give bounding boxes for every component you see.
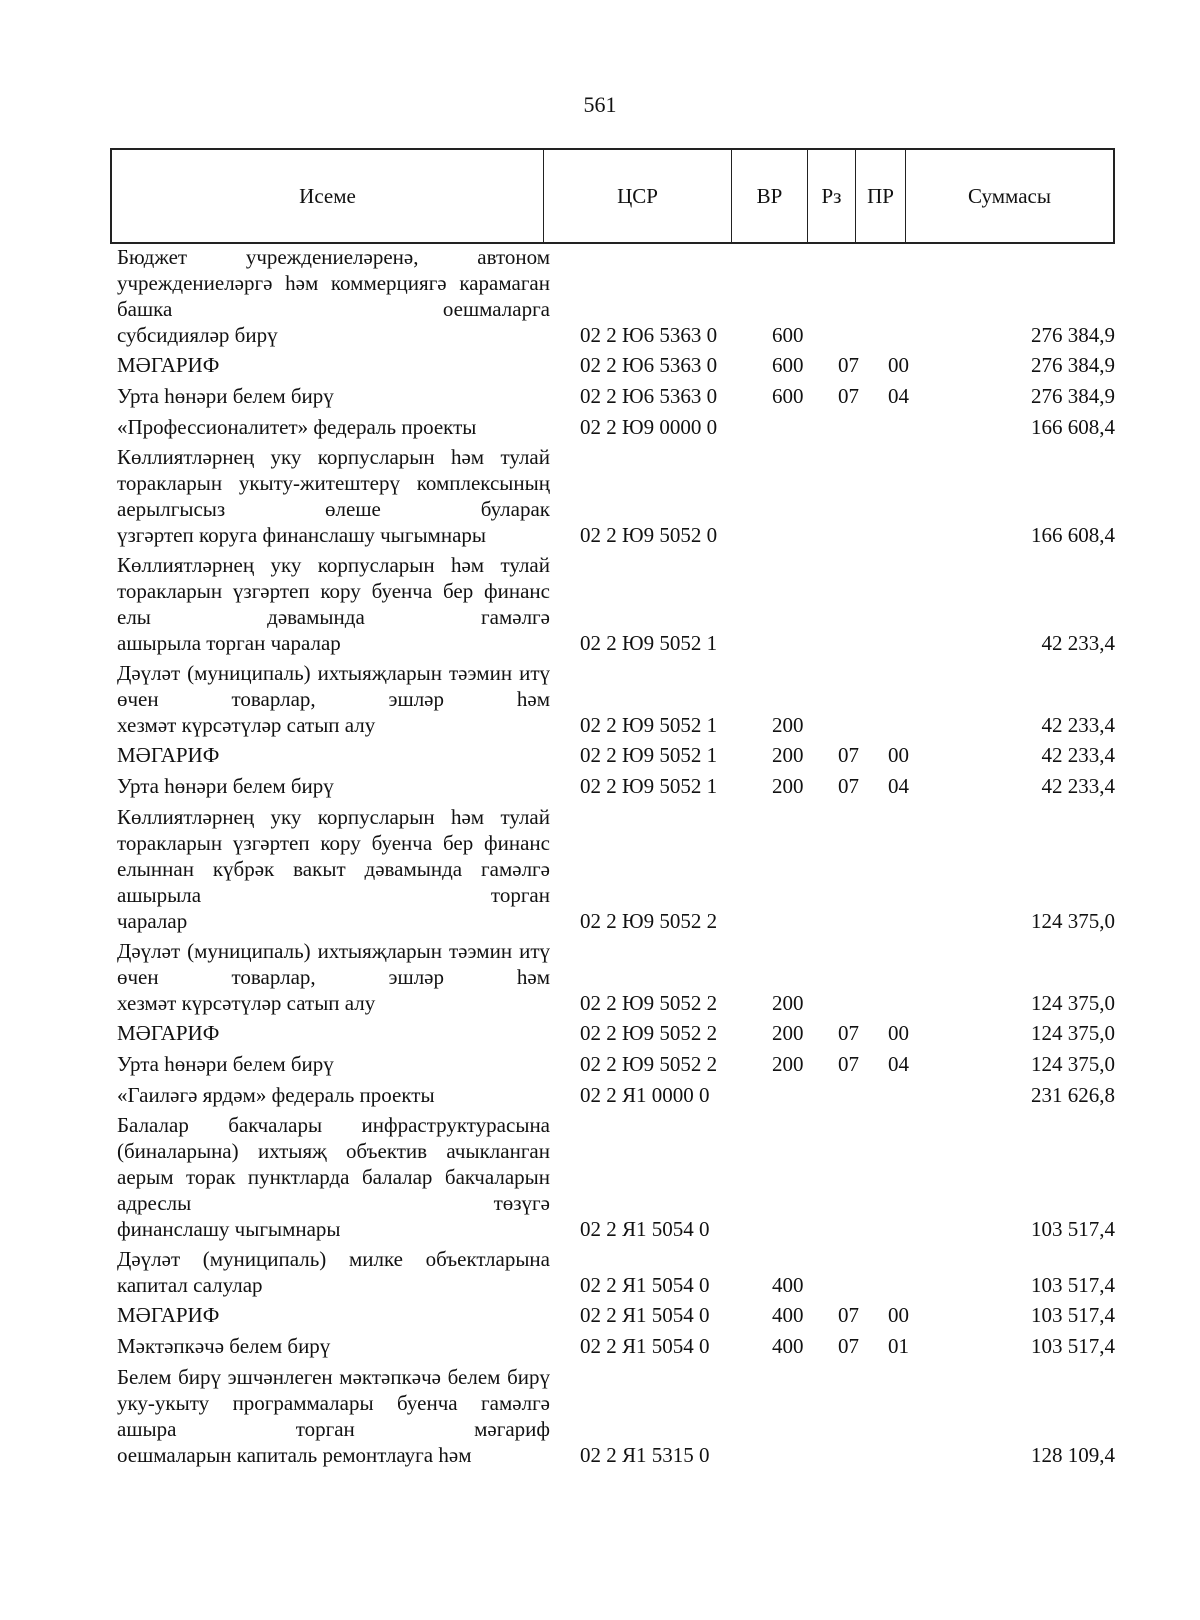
table-row bbox=[0, 938, 1200, 1016]
row-name: МӘГАРИФ bbox=[117, 743, 220, 767]
row-csr: 02 2 Ю9 5052 1 bbox=[580, 631, 718, 655]
row-rz: 07 bbox=[838, 384, 859, 408]
header-rz: Рз bbox=[808, 150, 856, 242]
table-row bbox=[0, 1020, 1200, 1046]
row-csr: 02 2 Я1 5054 0 bbox=[580, 1273, 710, 1297]
row-rz: 07 bbox=[838, 1303, 859, 1327]
row-pr: 04 bbox=[888, 774, 909, 798]
row-rz: 07 bbox=[838, 1052, 859, 1076]
row-name: МӘГАРИФ bbox=[117, 353, 220, 377]
row-sum: 42 233,4 bbox=[1041, 631, 1115, 655]
row-pr: 04 bbox=[888, 384, 909, 408]
table-row bbox=[0, 742, 1200, 768]
row-csr: 02 2 Я1 0000 0 bbox=[580, 1083, 710, 1107]
row-pr: 00 bbox=[888, 743, 909, 767]
row-vr: 200 bbox=[772, 1052, 804, 1076]
row-name: Урта һөнәри белем бирү bbox=[117, 774, 334, 798]
table-row bbox=[0, 1364, 1200, 1468]
row-pr: 00 bbox=[888, 353, 909, 377]
row-sum: 276 384,9 bbox=[1031, 353, 1115, 377]
row-sum: 42 233,4 bbox=[1041, 713, 1115, 737]
row-pr: 00 bbox=[888, 1303, 909, 1327]
row-sum: 103 517,4 bbox=[1031, 1334, 1115, 1358]
row-csr: 02 2 Ю6 5363 0 bbox=[580, 384, 718, 408]
table-row bbox=[0, 1246, 1200, 1298]
row-name: Көллиятләрнең уку корпусларын һәм тулай торакларын укыту-житештерү комплексының аерылгысыз өлеше буларак үзгәртеп коруга финанслашу чыгымнары bbox=[117, 445, 550, 547]
row-vr: 600 bbox=[772, 384, 804, 408]
row-sum: 103 517,4 bbox=[1031, 1217, 1115, 1241]
row-sum: 124 375,0 bbox=[1031, 909, 1115, 933]
row-csr: 02 2 Ю9 5052 1 bbox=[580, 774, 718, 798]
row-vr: 600 bbox=[772, 353, 804, 377]
table-row bbox=[0, 1082, 1200, 1108]
row-vr: 200 bbox=[772, 743, 804, 767]
row-pr: 01 bbox=[888, 1334, 909, 1358]
row-pr: 00 bbox=[888, 1021, 909, 1045]
header-vr: ВР bbox=[732, 150, 808, 242]
row-name: Дәүләт (муниципаль) ихтыяҗларын тәэмин итү өчен товарлар, эшләр һәм хезмәт күрсәтүләр сатып алу bbox=[117, 661, 550, 737]
row-name: Дәүләт (муниципаль) ихтыяҗларын тәэмин итү өчен товарлар, эшләр һәм хезмәт күрсәтүләр сатып алу bbox=[117, 939, 550, 1015]
row-name: МӘГАРИФ bbox=[117, 1021, 220, 1045]
row-sum: 42 233,4 bbox=[1041, 743, 1115, 767]
row-csr: 02 2 Ю9 5052 2 bbox=[580, 991, 718, 1015]
header-sum: Суммасы bbox=[968, 183, 1051, 208]
table-row bbox=[0, 804, 1200, 934]
row-name: Көллиятләрнең уку корпусларын һәм тулай торакларын үзгәртеп кору буенча бер финанс елы дәвамында гамәлгә ашырыла торган чаралар bbox=[117, 553, 550, 655]
table-row bbox=[0, 444, 1200, 548]
row-name: Балалар бакчалары инфраструктурасына (биналарына) ихтыяҗ объектив ачыкланган аерым торак пунктларда балалар бакчаларын адреслы төзүгә финанслашу чыгымнары bbox=[117, 1113, 550, 1241]
table-row bbox=[0, 1302, 1200, 1328]
row-name: Белем бирү эшчәнлеген мәктәпкәчә белем бирү уку-укыту программалары буенча гамәлгә ашыра торган мәгариф оешмаларын капиталь ремонтлауга һәм bbox=[117, 1365, 550, 1467]
row-csr: 02 2 Я1 5054 0 bbox=[580, 1217, 710, 1241]
row-vr: 200 bbox=[772, 1021, 804, 1045]
row-vr: 600 bbox=[772, 323, 804, 347]
row-csr: 02 2 Ю9 5052 2 bbox=[580, 909, 718, 933]
row-csr: 02 2 Я1 5054 0 bbox=[580, 1334, 710, 1358]
row-name: Бюджет учреждениеләренә, автоном учреждениеләргә һәм коммерциягә карамаган башка оешмаларга субсидияләр бирү bbox=[117, 245, 550, 347]
row-vr: 200 bbox=[772, 991, 804, 1015]
row-sum: 276 384,9 bbox=[1031, 384, 1115, 408]
row-csr: 02 2 Ю9 5052 2 bbox=[580, 1021, 718, 1045]
row-vr: 400 bbox=[772, 1334, 804, 1358]
row-csr: 02 2 Ю9 5052 2 bbox=[580, 1052, 718, 1076]
row-sum: 166 608,4 bbox=[1031, 523, 1115, 547]
row-name: Дәүләт (муниципаль) милке объектларына капитал салулар bbox=[117, 1247, 550, 1297]
table-header bbox=[110, 148, 1115, 244]
row-csr: 02 2 Ю6 5363 0 bbox=[580, 353, 718, 377]
row-csr: 02 2 Ю9 5052 1 bbox=[580, 713, 718, 737]
table-row bbox=[0, 552, 1200, 656]
header-name: Исеме bbox=[112, 150, 544, 242]
table-row bbox=[0, 1333, 1200, 1359]
header-pr: ПР bbox=[856, 150, 906, 242]
row-sum: 103 517,4 bbox=[1031, 1273, 1115, 1297]
row-sum: 124 375,0 bbox=[1031, 1021, 1115, 1045]
table-row bbox=[0, 660, 1200, 738]
row-vr: 400 bbox=[772, 1303, 804, 1327]
row-name: МӘГАРИФ bbox=[117, 1303, 220, 1327]
row-sum: 42 233,4 bbox=[1041, 774, 1115, 798]
row-sum: 276 384,9 bbox=[1031, 323, 1115, 347]
table-row bbox=[0, 414, 1200, 440]
row-pr: 04 bbox=[888, 1052, 909, 1076]
table-row bbox=[0, 773, 1200, 799]
page-number: 561 bbox=[583, 92, 617, 117]
row-rz: 07 bbox=[838, 353, 859, 377]
row-csr: 02 2 Ю6 5363 0 bbox=[580, 323, 718, 347]
row-sum: 166 608,4 bbox=[1031, 415, 1115, 439]
row-sum: 124 375,0 bbox=[1031, 991, 1115, 1015]
row-rz: 07 bbox=[838, 1021, 859, 1045]
row-name: Урта һөнәри белем бирү bbox=[117, 384, 334, 408]
table-row bbox=[0, 244, 1200, 348]
row-rz: 07 bbox=[838, 1334, 859, 1358]
row-name: Көллиятләрнең уку корпусларын һәм тулай торакларын үзгәртеп кору буенча бер финанс елыннан күбрәк вакыт дәвамында гамәлгә ашырыла торган чаралар bbox=[117, 805, 550, 933]
row-name: «Профессионалитет» федераль проекты bbox=[117, 415, 477, 439]
row-sum: 124 375,0 bbox=[1031, 1052, 1115, 1076]
row-vr: 400 bbox=[772, 1273, 804, 1297]
table-row bbox=[0, 1051, 1200, 1077]
row-csr: 02 2 Я1 5315 0 bbox=[580, 1443, 710, 1467]
table-row bbox=[0, 352, 1200, 378]
row-vr: 200 bbox=[772, 713, 804, 737]
row-rz: 07 bbox=[838, 774, 859, 798]
row-sum: 231 626,8 bbox=[1031, 1083, 1115, 1107]
row-sum: 103 517,4 bbox=[1031, 1303, 1115, 1327]
row-name: Урта һөнәри белем бирү bbox=[117, 1052, 334, 1076]
row-vr: 200 bbox=[772, 774, 804, 798]
row-rz: 07 bbox=[838, 743, 859, 767]
row-csr: 02 2 Ю9 0000 0 bbox=[580, 415, 718, 439]
table-row bbox=[0, 383, 1200, 409]
row-csr: 02 2 Я1 5054 0 bbox=[580, 1303, 710, 1327]
row-name: «Гаиләгә ярдәм» федераль проекты bbox=[117, 1083, 435, 1107]
header-csr: ЦСР bbox=[544, 150, 732, 242]
row-name: Мәктәпкәчә белем бирү bbox=[117, 1334, 331, 1358]
table-row bbox=[0, 1112, 1200, 1242]
row-sum: 128 109,4 bbox=[1031, 1443, 1115, 1467]
row-csr: 02 2 Ю9 5052 1 bbox=[580, 743, 718, 767]
row-csr: 02 2 Ю9 5052 0 bbox=[580, 523, 718, 547]
